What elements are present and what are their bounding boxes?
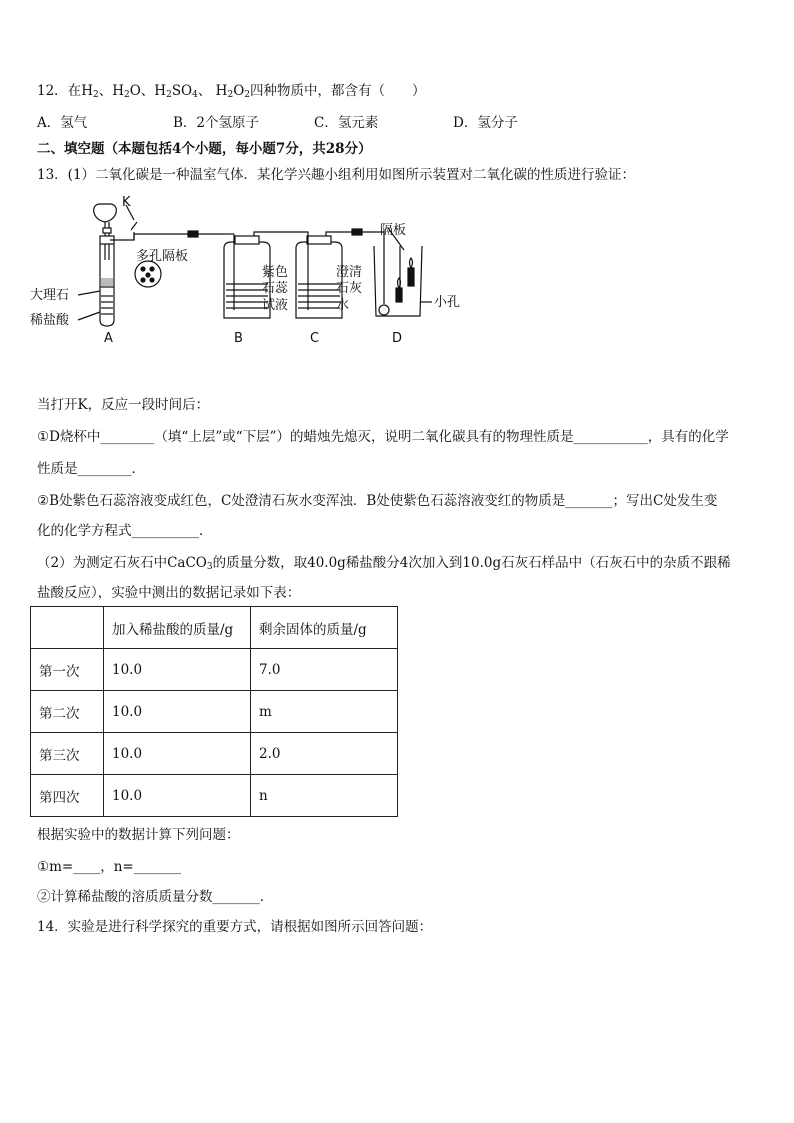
label-litmus-3: 试液 (262, 298, 289, 313)
formula-h2o2: H (215, 83, 228, 99)
subscript: 2 (92, 90, 99, 100)
calc-intro: 根据实验中的数据计算下列问题： (37, 827, 240, 843)
table-header-row (31, 607, 398, 649)
formula-part: SO (171, 83, 193, 99)
question-13-intro: 13．(1）二氧化碳是一种温室气体．某化学兴趣小组利用如图所示装置对二氧化碳的性质进行验证： (37, 167, 636, 183)
section-title: 二、填空题（本题包括4个小题，每小题7分，共28分） (37, 141, 372, 157)
formula-h2: H (81, 83, 93, 99)
label-apparatus-d: D (392, 331, 403, 346)
label-k: K (122, 195, 131, 210)
option-b[interactable]: B．2个氢原子 (173, 115, 260, 131)
option-c[interactable]: C．氢元素 (314, 115, 379, 131)
label-apparatus-a: A (104, 331, 113, 346)
table-header-cell: 加入稀盐酸的质量/g (104, 607, 251, 649)
table-row (31, 691, 398, 733)
apparatus-figure (30, 192, 480, 352)
calc-concentration: ②计算稀盐酸的溶质质量分数_______． (37, 889, 274, 905)
part1-question-b-line1: ②B处紫色石蕊溶液变成红色，C处澄清石灰水变浑浊．B处使紫色石蕊溶液变红的物质是_______；写出C处发生变 (37, 493, 718, 509)
subscript: 2 (244, 90, 250, 100)
label-partition: 隔板 (380, 223, 407, 238)
formula-h2o: H (112, 83, 124, 99)
funnel-bulb (94, 204, 117, 222)
table-cell: 第二次 (31, 691, 104, 733)
formula-part: O (129, 83, 141, 99)
table-cell: 第一次 (31, 649, 104, 691)
open-k-line: 当打开K，反应一段时间后： (37, 397, 210, 413)
table-cell: 第三次 (31, 733, 104, 775)
part1-question-b-line2: 化的化学方程式__________． (37, 523, 213, 539)
part1-question-d-line2: 性质是________． (37, 461, 145, 477)
table-cell: 2.0 (251, 733, 398, 775)
table-row (31, 775, 398, 817)
table-header-cell: 剩余固体的质量/g (251, 607, 398, 649)
part2-rest: 的质量分数，取40.0g稀盐酸分4次加入到10.0g石灰石样品中（石灰石中的杂质不跟稀 (212, 555, 731, 571)
option-a[interactable]: A．氢气 (37, 115, 88, 131)
label-litmus-1: 紫色 (262, 265, 289, 280)
label-lime-2: 石灰 (336, 281, 363, 296)
label-perforated-plate: 多孔隔板 (136, 249, 189, 264)
table-cell: m (251, 691, 398, 733)
subscript: 2 (227, 90, 234, 100)
q12-tail: 四种物质中，都含有（ ） (250, 83, 426, 99)
table-cell: n (251, 775, 398, 817)
subscript: 2 (166, 90, 172, 100)
table-cell: 第四次 (31, 775, 104, 817)
question-12: 12．在$H_2$、$H_2O$、$H_2SO_4$、 $H_2O_2$四种物质中，都含有（ ） (37, 83, 426, 100)
table-cell: 10.0 (104, 649, 251, 691)
label-apparatus-b: B (234, 331, 243, 346)
table-cell: 7.0 (251, 649, 398, 691)
part2-prefix: （2）为测定石灰石中 (37, 555, 168, 571)
formula-caco3: CaCO (167, 555, 207, 571)
table-row (31, 649, 398, 691)
data-table (30, 606, 398, 817)
label-litmus-2: 石蕊 (262, 281, 289, 296)
table-header-cell (31, 607, 104, 649)
question-14: 14．实验是进行科学探究的重要方式，请根据如图所示回答问题： (37, 919, 433, 935)
table-cell: 10.0 (104, 733, 251, 775)
table-row (31, 733, 398, 775)
label-hole: 小孔 (434, 295, 461, 310)
option-d[interactable]: D．氢分子 (453, 115, 518, 131)
part1-question-d-line1: ①D烧杯中________（填“上层”或“下层”）的蜡烛先熄灭，说明二氧化碳具有的物理性质是___________，具有的化学 (37, 429, 729, 445)
formula-h2so4: H (154, 83, 167, 99)
subscript: 2 (123, 90, 130, 100)
calc-mn: ①m=____，n=_______ (37, 859, 181, 875)
label-lime-3: 水 (336, 298, 350, 313)
q12-prefix: 12．在 (37, 83, 82, 99)
formula-part: O (233, 83, 245, 99)
subscript: 4 (192, 90, 198, 100)
subscript: 3 (206, 562, 213, 572)
part2-line1 (37, 554, 731, 576)
label-apparatus-c: C (310, 331, 320, 346)
table-cell: 10.0 (104, 691, 251, 733)
label-lime-1: 澄清 (336, 265, 363, 280)
label-marble: 大理石 (30, 288, 70, 303)
part2-line2: 盐酸反应），实验中测出的数据记录如下表： (37, 585, 301, 601)
table-cell: 10.0 (104, 775, 251, 817)
label-acid: 稀盐酸 (30, 313, 70, 328)
